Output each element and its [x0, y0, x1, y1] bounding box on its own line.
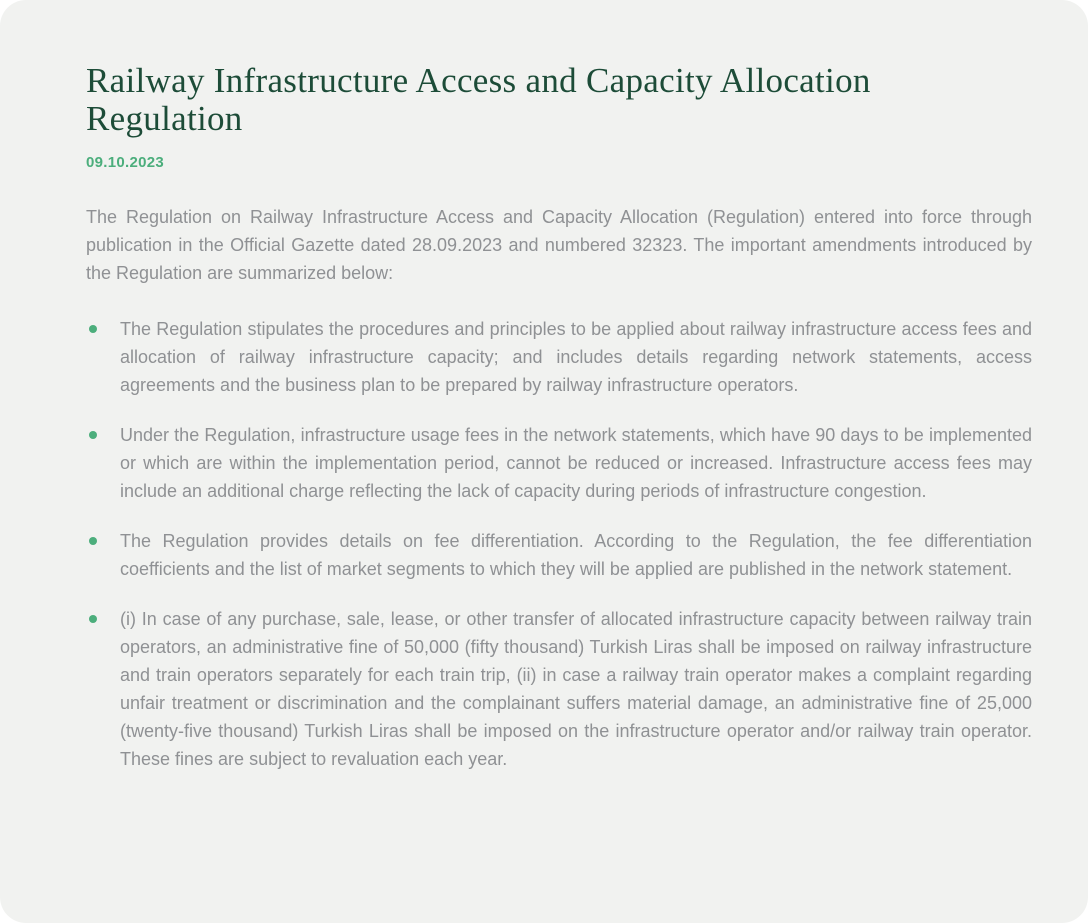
bullet-text: Under the Regulation, infrastructure usage fees in the network statements, which have 90 days to be implemented or which are within the implementation period, cannot be reduced or increased. Infrastructure access fees may include an additional charge reflecting the lack of capacity during periods of infrastructure congestion. — [120, 425, 1032, 501]
bullet-text: The Regulation provides details on fee differentiation. According to the Regulation, the fee differentiation coefficients and the list of market segments to which they will be applied are published in the network statement. — [120, 531, 1032, 579]
bullet-item — [86, 605, 1032, 773]
bullet-dot-icon — [89, 537, 97, 545]
bullet-item — [86, 421, 1032, 505]
bullet-list — [86, 315, 1032, 773]
page-title: Railway Infrastructure Access and Capacity Allocation Regulation — [86, 61, 871, 138]
bullet-text: The Regulation stipulates the procedures and principles to be applied about railway infrastructure access fees and allocation of railway infrastructure capacity; and includes details regarding network statements, access agreements and the business plan to be prepared by railway infrastructure operators. — [120, 319, 1032, 395]
publish-date: 09.10.2023 — [86, 154, 165, 171]
bullet-dot-icon — [89, 325, 97, 333]
intro-paragraph: The Regulation on Railway Infrastructure Access and Capacity Allocation (Regulation) entered into force through publication in the Official Gazette dated 28.09.2023 and numbered 32323. The important amendments introduced by the Regulation are summarized below: — [86, 207, 1032, 283]
bullet-item — [86, 527, 1032, 583]
bullet-item — [86, 315, 1032, 399]
bullet-dot-icon — [89, 431, 97, 439]
bullet-dot-icon — [89, 615, 97, 623]
bullet-text: (i) In case of any purchase, sale, lease, or other transfer of allocated infrastructure capacity between railway train operators, an administrative fine of 50,000 (fifty thousand) Turkish Liras shall be imposed on railway infrastructure and train operators separately for each train trip, (ii) in case a railway train operator makes a complaint regarding unfair treatment or discrimination and the complainant suffers material damage, an administrative fine of 25,000 (twenty-five thousand) Turkish Liras shall be imposed on the infrastructure operator and/or railway train operator. These fines are subject to revaluation each year. — [120, 609, 1032, 769]
regulation-article — [86, 62, 1032, 773]
